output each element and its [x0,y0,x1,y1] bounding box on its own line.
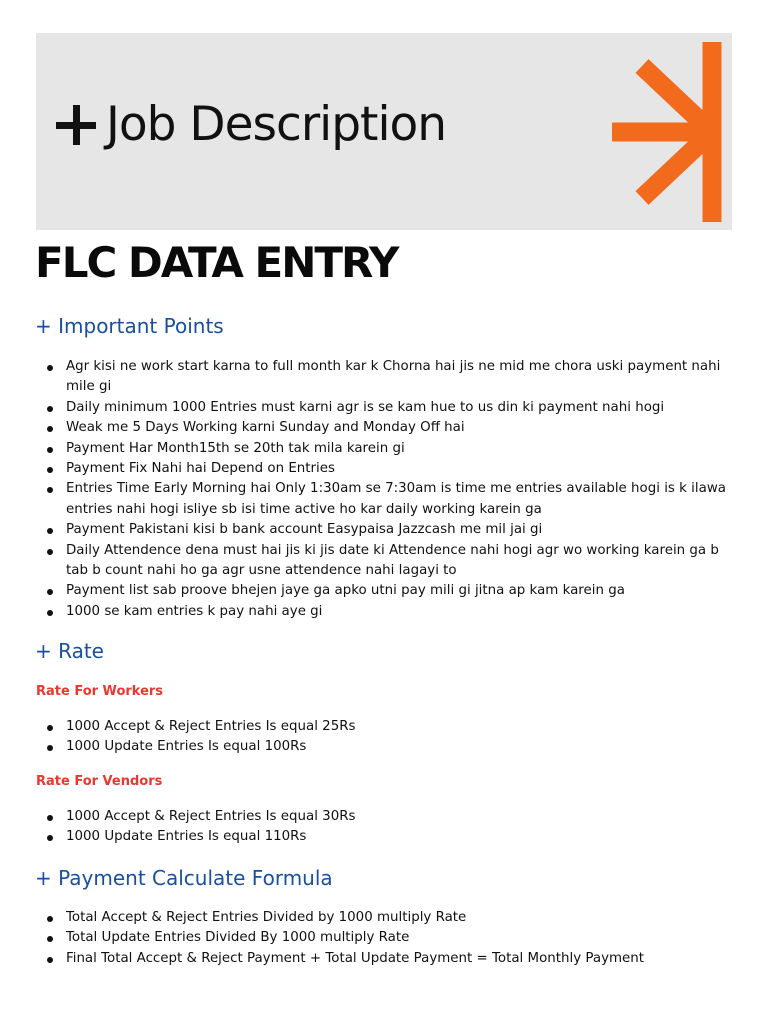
list-item: Final Total Accept & Reject Payment + Total Update Payment = Total Monthly Payment [35,949,735,969]
important-points-list [35,357,735,622]
list-item: Payment list sab proove bhejen jaye ga apko utni pay mili gi jitna ap kam karein ga [35,581,735,601]
section-heading-important-points: + Important Points [35,314,224,338]
list-item: 1000 Accept & Reject Entries Is equal 30Rs [35,807,735,827]
list-item: 1000 Accept & Reject Entries Is equal 25Rs [35,717,735,737]
list-item: Total Accept & Reject Entries Divided by 1000 multiply Rate [35,908,735,928]
header-title-row [56,97,446,152]
list-item: Agr kisi ne work start karna to full month kar k Chorna hai jis ne mid me chora uski payment nahi mile gi [35,357,735,398]
list-item: Daily minimum 1000 Entries must karni agr is se kam hue to us din ki payment nahi hogi [35,398,735,418]
payment-formula-list [35,908,735,969]
section-heading-payment-formula: + Payment Calculate Formula [35,866,333,890]
header-banner [36,33,732,230]
document-title: FLC DATA ENTRY [35,238,398,287]
list-item: Payment Pakistani kisi b bank account Easypaisa Jazzcash me mil jai gi [35,520,735,540]
list-item: 1000 Update Entries Is equal 110Rs [35,827,735,847]
list-item: Weak me 5 Days Working karni Sunday and Monday Off hai [35,418,735,438]
list-item: 1000 se kam entries k pay nahi aye gi [35,602,735,622]
rate-vendors-list [35,807,735,848]
sub-heading-rate-workers: Rate For Workers [36,684,164,699]
list-item: Daily Attendence dena must hai jis ki jis date ki Attendence nahi hogi agr wo working karein ga b tab b count nahi ho ga agr usne attendence nahi lagayi to [35,541,735,582]
list-item: Entries Time Early Morning hai Only 1:30am se 7:30am is time me entries available hogi is k ilawa entries nahi hogi isliye sb isi time active ho kar daily working karein ga [35,479,735,520]
list-item: Payment Fix Nahi hai Depend on Entries [35,459,735,479]
brand-asterisk-icon [612,42,732,222]
sub-heading-rate-vendors: Rate For Vendors [36,774,163,789]
plus-icon [56,105,96,145]
section-heading-rate: + Rate [35,639,104,663]
header-title: Job Description [106,97,447,152]
list-item: 1000 Update Entries Is equal 100Rs [35,737,735,757]
list-item: Total Update Entries Divided By 1000 multiply Rate [35,928,735,948]
rate-workers-list [35,717,735,758]
list-item: Payment Har Month15th se 20th tak mila karein gi [35,439,735,459]
